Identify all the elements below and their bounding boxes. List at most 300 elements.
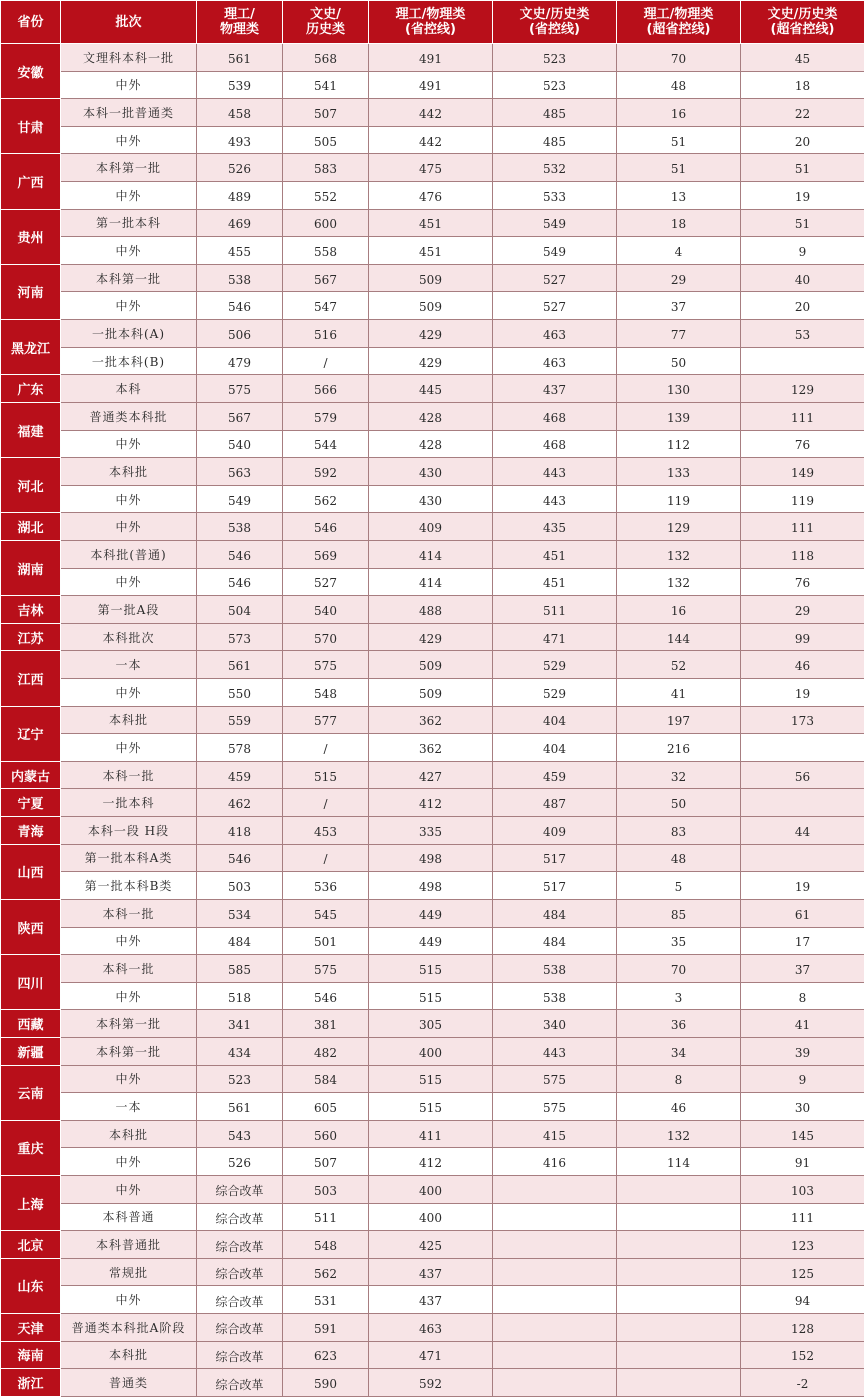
arts-score-cell: 516 [283, 320, 369, 348]
sci-score-cell: 418 [197, 817, 283, 845]
header-sci-score-line2: 物理类 [220, 22, 259, 37]
table-row [1, 1093, 864, 1121]
table-row [1, 209, 864, 237]
sci-over-cell [617, 1369, 741, 1397]
sci-over-cell: 29 [617, 264, 741, 292]
sci-score-cell: 341 [197, 1010, 283, 1038]
sci-score-cell: 489 [197, 182, 283, 210]
header-batch: 批次 [61, 1, 197, 44]
header-sci-over-line1: 理工/物理类 [644, 7, 714, 22]
header-arts-line-line2: (省控线) [529, 22, 580, 37]
sci-over-cell: 83 [617, 817, 741, 845]
arts-over-cell: 51 [741, 209, 864, 237]
table-row [1, 182, 864, 210]
batch-cell: 本科第一批 [61, 264, 197, 292]
batch-cell: 中外 [61, 734, 197, 762]
batch-cell: 本科第一批 [61, 154, 197, 182]
sci-line-cell: 491 [369, 44, 493, 72]
arts-over-cell: 20 [741, 126, 864, 154]
sci-line-cell: 498 [369, 872, 493, 900]
province-cell: 广东 [1, 375, 61, 403]
arts-over-cell: 76 [741, 430, 864, 458]
sci-over-cell: 77 [617, 320, 741, 348]
arts-line-cell: 487 [493, 789, 617, 817]
sci-score-cell: 458 [197, 99, 283, 127]
province-cell: 江苏 [1, 623, 61, 651]
sci-over-cell: 70 [617, 44, 741, 72]
sci-over-cell: 34 [617, 1037, 741, 1065]
sci-score-cell: 479 [197, 347, 283, 375]
sci-line-cell: 430 [369, 485, 493, 513]
sci-line-cell: 475 [369, 154, 493, 182]
province-cell: 河南 [1, 264, 61, 319]
sci-line-cell: 445 [369, 375, 493, 403]
sci-line-cell: 428 [369, 430, 493, 458]
arts-score-cell: 590 [283, 1369, 369, 1397]
province-cell: 天津 [1, 1314, 61, 1342]
arts-over-cell: 17 [741, 927, 864, 955]
arts-line-cell: 409 [493, 817, 617, 845]
province-cell: 西藏 [1, 1010, 61, 1038]
sci-over-cell: 51 [617, 154, 741, 182]
arts-line-cell: 404 [493, 706, 617, 734]
arts-over-cell: 9 [741, 1065, 864, 1093]
batch-cell: 第一批A段 [61, 596, 197, 624]
arts-score-cell: 584 [283, 1065, 369, 1093]
arts-score-cell: 536 [283, 872, 369, 900]
arts-score-cell: 546 [283, 513, 369, 541]
header-arts-score [283, 1, 369, 44]
table-row [1, 1258, 864, 1286]
arts-line-cell: 443 [493, 485, 617, 513]
arts-line-cell: 549 [493, 237, 617, 265]
header-arts-over-line1: 文史/历史类 [768, 7, 838, 22]
arts-over-cell: 128 [741, 1314, 864, 1342]
table-row [1, 430, 864, 458]
arts-score-cell: 592 [283, 458, 369, 486]
sci-score-cell: 综合改革 [197, 1203, 283, 1231]
batch-cell: 本科批 [61, 706, 197, 734]
batch-cell: 普通类本科批A阶段 [61, 1314, 197, 1342]
province-cell: 甘肃 [1, 99, 61, 154]
table-row [1, 955, 864, 983]
sci-score-cell: 506 [197, 320, 283, 348]
arts-over-cell: 8 [741, 982, 864, 1010]
sci-over-cell [617, 1314, 741, 1342]
sci-score-cell: 567 [197, 402, 283, 430]
batch-cell: 普通类本科批 [61, 402, 197, 430]
sci-over-cell: 144 [617, 623, 741, 651]
arts-score-cell: 583 [283, 154, 369, 182]
sci-over-cell [617, 1175, 741, 1203]
sci-over-cell [617, 1258, 741, 1286]
arts-score-cell: 503 [283, 1175, 369, 1203]
sci-line-cell: 428 [369, 402, 493, 430]
province-cell: 福建 [1, 402, 61, 457]
batch-cell: 本科一批 [61, 899, 197, 927]
sci-score-cell: 538 [197, 264, 283, 292]
sci-score-cell: 484 [197, 927, 283, 955]
table-row [1, 402, 864, 430]
arts-score-cell: 507 [283, 1148, 369, 1176]
batch-cell: 一本 [61, 1093, 197, 1121]
sci-score-cell: 550 [197, 679, 283, 707]
batch-cell: 本科 [61, 375, 197, 403]
sci-line-cell: 442 [369, 126, 493, 154]
batch-cell: 中外 [61, 568, 197, 596]
batch-cell: 本科批次 [61, 623, 197, 651]
arts-line-cell: 459 [493, 761, 617, 789]
arts-score-cell: / [283, 789, 369, 817]
header-arts-score-line1: 文史/ [310, 7, 341, 22]
sci-score-cell: 561 [197, 1093, 283, 1121]
arts-line-cell [493, 1258, 617, 1286]
arts-score-cell: 579 [283, 402, 369, 430]
table-row [1, 1369, 864, 1397]
arts-score-cell: 562 [283, 485, 369, 513]
header-province: 省份 [1, 1, 61, 44]
batch-cell: 中外 [61, 1148, 197, 1176]
arts-line-cell: 443 [493, 458, 617, 486]
arts-score-cell: 547 [283, 292, 369, 320]
arts-line-cell: 451 [493, 568, 617, 596]
batch-cell: 中外 [61, 982, 197, 1010]
sci-over-cell: 52 [617, 651, 741, 679]
sci-line-cell: 463 [369, 1314, 493, 1342]
table-row [1, 982, 864, 1010]
arts-over-cell: 30 [741, 1093, 864, 1121]
arts-score-cell: / [283, 734, 369, 762]
arts-line-cell: 404 [493, 734, 617, 762]
arts-over-cell: 44 [741, 817, 864, 845]
batch-cell: 本科第一批 [61, 1010, 197, 1038]
sci-over-cell: 13 [617, 182, 741, 210]
table-row [1, 264, 864, 292]
table-row [1, 375, 864, 403]
sci-over-cell: 3 [617, 982, 741, 1010]
arts-over-cell [741, 844, 864, 872]
batch-cell: 本科批 [61, 458, 197, 486]
sci-over-cell: 130 [617, 375, 741, 403]
sci-line-cell: 430 [369, 458, 493, 486]
sci-over-cell: 50 [617, 789, 741, 817]
sci-score-cell: 455 [197, 237, 283, 265]
sci-line-cell: 449 [369, 927, 493, 955]
sci-over-cell: 119 [617, 485, 741, 513]
batch-cell: 本科批(普通) [61, 540, 197, 568]
arts-score-cell: 515 [283, 761, 369, 789]
sci-over-cell: 32 [617, 761, 741, 789]
arts-line-cell [493, 1314, 617, 1342]
arts-line-cell: 529 [493, 679, 617, 707]
sci-over-cell: 132 [617, 1120, 741, 1148]
province-cell: 湖北 [1, 513, 61, 541]
arts-over-cell: 29 [741, 596, 864, 624]
table-row [1, 347, 864, 375]
sci-line-cell: 437 [369, 1258, 493, 1286]
sci-line-cell: 509 [369, 679, 493, 707]
province-cell: 陕西 [1, 899, 61, 954]
sci-over-cell: 133 [617, 458, 741, 486]
sci-line-cell: 429 [369, 320, 493, 348]
sci-score-cell: 546 [197, 540, 283, 568]
table-row [1, 872, 864, 900]
arts-score-cell: 591 [283, 1314, 369, 1342]
arts-line-cell: 435 [493, 513, 617, 541]
arts-over-cell: 19 [741, 872, 864, 900]
arts-score-cell: 545 [283, 899, 369, 927]
header-sci-line-line1: 理工/物理类 [396, 7, 466, 22]
arts-over-cell: 119 [741, 485, 864, 513]
arts-over-cell [741, 347, 864, 375]
sci-score-cell: 540 [197, 430, 283, 458]
arts-line-cell [493, 1231, 617, 1259]
batch-cell: 中外 [61, 1065, 197, 1093]
sci-score-cell: 539 [197, 71, 283, 99]
table-row [1, 927, 864, 955]
batch-cell: 中外 [61, 292, 197, 320]
arts-line-cell: 463 [493, 320, 617, 348]
batch-cell: 文理科本科一批 [61, 44, 197, 72]
arts-line-cell [493, 1203, 617, 1231]
arts-over-cell: 125 [741, 1258, 864, 1286]
sci-line-cell: 491 [369, 71, 493, 99]
province-cell: 宁夏 [1, 789, 61, 817]
sci-score-cell: 546 [197, 844, 283, 872]
arts-over-cell: 152 [741, 1341, 864, 1369]
header-sci-score-line1: 理工/ [224, 7, 255, 22]
sci-score-cell: 综合改革 [197, 1175, 283, 1203]
arts-score-cell: 381 [283, 1010, 369, 1038]
sci-over-cell: 48 [617, 71, 741, 99]
arts-score-cell: 453 [283, 817, 369, 845]
sci-score-cell: 563 [197, 458, 283, 486]
sci-score-cell: 585 [197, 955, 283, 983]
batch-cell: 本科一段 H段 [61, 817, 197, 845]
header-arts-score-line2: 历史类 [306, 22, 345, 37]
sci-over-cell: 85 [617, 899, 741, 927]
arts-over-cell: 20 [741, 292, 864, 320]
sci-line-cell: 509 [369, 292, 493, 320]
batch-cell: 中外 [61, 927, 197, 955]
arts-over-cell: 145 [741, 1120, 864, 1148]
arts-score-cell: 527 [283, 568, 369, 596]
sci-score-cell: 526 [197, 154, 283, 182]
arts-score-cell: / [283, 347, 369, 375]
table-row [1, 817, 864, 845]
arts-over-cell: 40 [741, 264, 864, 292]
batch-cell: 中外 [61, 1175, 197, 1203]
sci-line-cell: 411 [369, 1120, 493, 1148]
province-cell: 吉林 [1, 596, 61, 624]
arts-over-cell: 46 [741, 651, 864, 679]
table-row [1, 1010, 864, 1038]
arts-line-cell: 463 [493, 347, 617, 375]
table-row [1, 1231, 864, 1259]
sci-over-cell: 16 [617, 596, 741, 624]
table-row [1, 513, 864, 541]
table-row [1, 761, 864, 789]
sci-over-cell: 41 [617, 679, 741, 707]
arts-score-cell: 568 [283, 44, 369, 72]
arts-line-cell: 416 [493, 1148, 617, 1176]
sci-over-cell: 112 [617, 430, 741, 458]
sci-score-cell: 综合改革 [197, 1231, 283, 1259]
sci-score-cell: 493 [197, 126, 283, 154]
batch-cell: 中外 [61, 679, 197, 707]
province-cell: 安徽 [1, 44, 61, 99]
sci-line-cell: 400 [369, 1037, 493, 1065]
sci-score-cell: 561 [197, 651, 283, 679]
sci-over-cell: 35 [617, 927, 741, 955]
sci-line-cell: 442 [369, 99, 493, 127]
sci-score-cell: 462 [197, 789, 283, 817]
batch-cell: 一本 [61, 651, 197, 679]
sci-line-cell: 515 [369, 982, 493, 1010]
province-cell: 云南 [1, 1065, 61, 1120]
header-arts-over [741, 1, 864, 44]
sci-score-cell: 综合改革 [197, 1369, 283, 1397]
province-cell: 广西 [1, 154, 61, 209]
batch-cell: 中外 [61, 237, 197, 265]
sci-over-cell: 8 [617, 1065, 741, 1093]
sci-line-cell: 429 [369, 623, 493, 651]
sci-line-cell: 412 [369, 789, 493, 817]
sci-over-cell: 50 [617, 347, 741, 375]
batch-cell: 本科批 [61, 1120, 197, 1148]
table-row [1, 1203, 864, 1231]
sci-line-cell: 476 [369, 182, 493, 210]
batch-cell: 中外 [61, 513, 197, 541]
province-cell: 黑龙江 [1, 320, 61, 375]
table-row [1, 540, 864, 568]
arts-over-cell: 37 [741, 955, 864, 983]
table-row [1, 1341, 864, 1369]
province-cell: 山东 [1, 1258, 61, 1313]
arts-over-cell: 41 [741, 1010, 864, 1038]
arts-score-cell: 540 [283, 596, 369, 624]
batch-cell: 本科一批普通类 [61, 99, 197, 127]
sci-over-cell: 114 [617, 1148, 741, 1176]
sci-over-cell: 4 [617, 237, 741, 265]
sci-score-cell: 综合改革 [197, 1258, 283, 1286]
arts-over-cell: 111 [741, 513, 864, 541]
sci-score-cell: 549 [197, 485, 283, 513]
arts-line-cell: 484 [493, 927, 617, 955]
arts-over-cell: 111 [741, 402, 864, 430]
table-row [1, 292, 864, 320]
sci-line-cell: 498 [369, 844, 493, 872]
province-cell: 河北 [1, 458, 61, 513]
sci-line-cell: 515 [369, 1065, 493, 1093]
province-cell: 贵州 [1, 209, 61, 264]
sci-line-cell: 515 [369, 1093, 493, 1121]
arts-line-cell: 415 [493, 1120, 617, 1148]
table-row [1, 568, 864, 596]
arts-score-cell: 482 [283, 1037, 369, 1065]
table-row [1, 1037, 864, 1065]
arts-score-cell: 531 [283, 1286, 369, 1314]
arts-over-cell: 94 [741, 1286, 864, 1314]
header-arts-line-line1: 文史/历史类 [520, 7, 590, 22]
province-cell: 湖南 [1, 540, 61, 595]
arts-over-cell: 19 [741, 679, 864, 707]
table-row [1, 596, 864, 624]
arts-line-cell [493, 1369, 617, 1397]
arts-score-cell: 577 [283, 706, 369, 734]
batch-cell: 第一批本科A类 [61, 844, 197, 872]
arts-over-cell: 53 [741, 320, 864, 348]
arts-over-cell: 173 [741, 706, 864, 734]
arts-score-cell: 501 [283, 927, 369, 955]
arts-over-cell: 123 [741, 1231, 864, 1259]
table-row [1, 789, 864, 817]
arts-line-cell: 538 [493, 982, 617, 1010]
sci-line-cell: 400 [369, 1175, 493, 1203]
province-cell: 重庆 [1, 1120, 61, 1175]
sci-line-cell: 425 [369, 1231, 493, 1259]
table-row [1, 734, 864, 762]
arts-line-cell: 443 [493, 1037, 617, 1065]
sci-line-cell: 509 [369, 651, 493, 679]
arts-over-cell: 39 [741, 1037, 864, 1065]
arts-line-cell: 523 [493, 71, 617, 99]
sci-line-cell: 414 [369, 568, 493, 596]
arts-line-cell: 529 [493, 651, 617, 679]
sci-line-cell: 362 [369, 706, 493, 734]
sci-line-cell: 509 [369, 264, 493, 292]
arts-score-cell: 605 [283, 1093, 369, 1121]
province-cell: 内蒙古 [1, 761, 61, 789]
table-row [1, 651, 864, 679]
arts-score-cell: 567 [283, 264, 369, 292]
table-row [1, 458, 864, 486]
arts-line-cell: 468 [493, 430, 617, 458]
table-row [1, 1065, 864, 1093]
sci-over-cell [617, 1286, 741, 1314]
sci-score-cell: 575 [197, 375, 283, 403]
arts-over-cell: 111 [741, 1203, 864, 1231]
sci-over-cell: 18 [617, 209, 741, 237]
table-row [1, 679, 864, 707]
header-row [1, 1, 864, 44]
batch-cell: 本科普通 [61, 1203, 197, 1231]
header-sci-over-line2: (超省控线) [647, 22, 711, 37]
arts-over-cell: 56 [741, 761, 864, 789]
province-cell: 浙江 [1, 1369, 61, 1397]
province-cell: 上海 [1, 1175, 61, 1230]
sci-over-cell [617, 1341, 741, 1369]
sci-over-cell [617, 1231, 741, 1259]
arts-line-cell [493, 1286, 617, 1314]
sci-line-cell: 412 [369, 1148, 493, 1176]
arts-score-cell: 562 [283, 1258, 369, 1286]
sci-score-cell: 546 [197, 292, 283, 320]
sci-line-cell: 400 [369, 1203, 493, 1231]
sci-line-cell: 592 [369, 1369, 493, 1397]
arts-over-cell: 118 [741, 540, 864, 568]
sci-line-cell: 414 [369, 540, 493, 568]
sci-line-cell: 429 [369, 347, 493, 375]
batch-cell: 第一批本科B类 [61, 872, 197, 900]
batch-cell: 第一批本科 [61, 209, 197, 237]
arts-score-cell: 558 [283, 237, 369, 265]
sci-over-cell: 5 [617, 872, 741, 900]
arts-over-cell [741, 789, 864, 817]
arts-line-cell: 527 [493, 292, 617, 320]
arts-over-cell: 61 [741, 899, 864, 927]
arts-over-cell: 9 [741, 237, 864, 265]
